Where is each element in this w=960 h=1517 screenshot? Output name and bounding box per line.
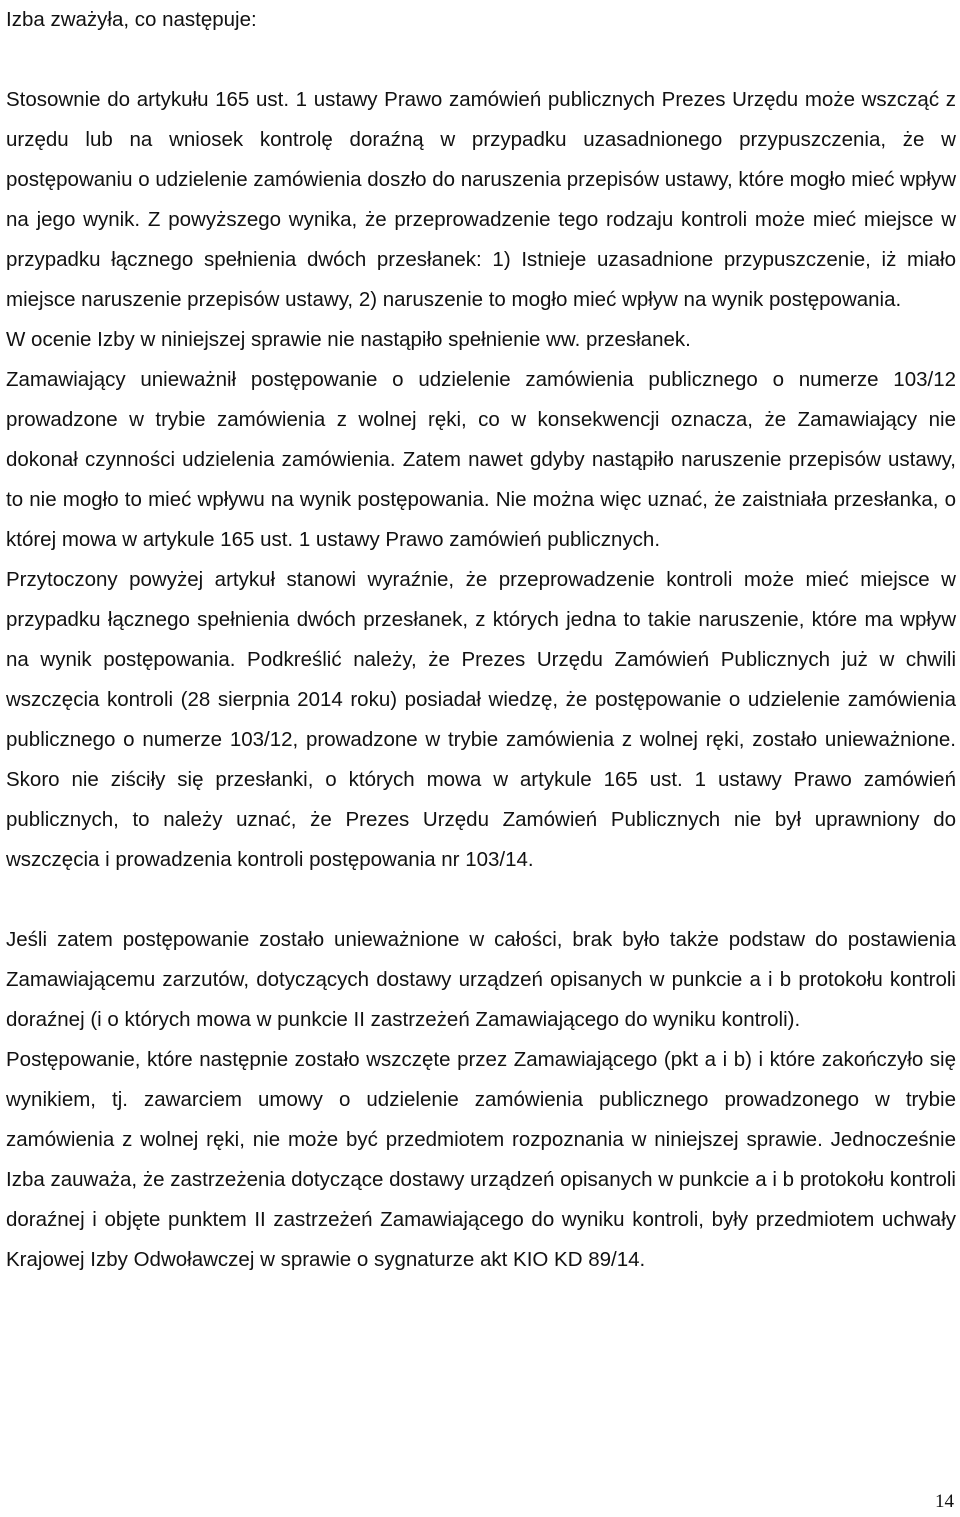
paragraph-annulment: Zamawiający unieważnił postępowanie o udzielenie zamówienia publicznego o numerze 103/12 prowadzone w trybie zamówienia z wolnej ręki, co w konsekwencji oznacza, że Zamawiający nie dokonał czynności udzielenia zamówienia. Zatem nawet gdyby nastąpiło naruszenie przepisów ustawy, to nie mogło to mieć wpływu na wynik postępowania. Nie można więc uznać, że zaistniała przesłanka, o której mowa w artykule 165 ust. 1 ustawy Prawo zamówień publicznych. bbox=[6, 368, 956, 551]
paragraph-izba-assessment: W ocenie Izby w niniejszej sprawie nie nastąpiło spełnienie ww. przesłanek. bbox=[6, 328, 691, 351]
page-number: 14 bbox=[935, 1491, 954, 1512]
paragraph-art-165: Stosownie do artykułu 165 ust. 1 ustawy Prawo zamówień publicznych Prezes Urzędu może wszcząć z urzędu lub na wniosek kontrolę doraźną w przypadku uzasadnionego przypuszczenia, że w postępowaniu o udzielenie zamówienia doszło do naruszenia przepisów ustawy, które mogło mieć wpływ na jego wynik. Z powyższego wynika, że przeprowadzenie tego rodzaju kontroli może mieć miejsce w przypadku łącznego spełnienia dwóch przesłanek: 1) Istnieje uzasadnione przypuszczenie, iż miało miejsce naruszenie przepisów ustawy, 2) naruszenie to mogło mieć wpływ na wynik postępowania. bbox=[6, 88, 956, 311]
paragraph-cited-article: Przytoczony powyżej artykuł stanowi wyraźnie, że przeprowadzenie kontroli może mieć miejsce w przypadku łącznego spełnienia dwóch przesłanek, z których jedna to takie naruszenie, które ma wpływ na wynik postępowania. Podkreślić należy, że Prezes Urzędu Zamówień Publicznych już w chwili wszczęcia kontroli (28 sierpnia 2014 roku) posiadał wiedzę, że postępowanie o udzielenie zamówienia publicznego o numerze 103/12, prowadzone w trybie zamówienia z wolnej ręki, zostało unieważnione. Skoro nie ziściły się przesłanki, o których mowa w artykule 165 ust. 1 ustawy Prawo zamówień publicznych, to należy uznać, że Prezes Urzędu Zamówień Publicznych nie był uprawniony do wszczęcia i prowadzenia kontroli postępowania nr 103/14. bbox=[6, 568, 956, 871]
paragraph-subsequent-procedure: Postępowanie, które następnie zostało wszczęte przez Zamawiającego (pkt a i b) i które zakończyło się wynikiem, tj. zawarciem umowy o udzielenie zamówienia publicznego prowadzonego w trybie zamówienia z wolnej ręki, nie może być przedmiotem rozpoznania w niniejszej sprawie. Jednocześnie Izba zauważa, że zastrzeżenia dotyczące dostawy urządzeń opisanych w punkcie a i b protokołu kontroli doraźnej i objęte punktem II zastrzeżeń Zamawiającego do wyniku kontroli, były przedmiotem uchwały Krajowej Izby Odwoławczej w sprawie o sygnaturze akt KIO KD 89/14. bbox=[6, 1048, 956, 1271]
section-heading: Izba zważyła, co następuje: bbox=[6, 8, 257, 31]
spacer bbox=[6, 40, 956, 80]
spacer bbox=[6, 880, 956, 920]
document-page bbox=[6, 0, 956, 1280]
paragraph-no-grounds: Jeśli zatem postępowanie zostało unieważnione w całości, brak było także podstaw do postawienia Zamawiającemu zarzutów, dotyczących dostawy urządzeń opisanych w punkcie a i b protokołu kontroli doraźnej (i o których mowa w punkcie II zastrzeżeń Zamawiającego do wyniku kontroli). bbox=[6, 928, 956, 1031]
